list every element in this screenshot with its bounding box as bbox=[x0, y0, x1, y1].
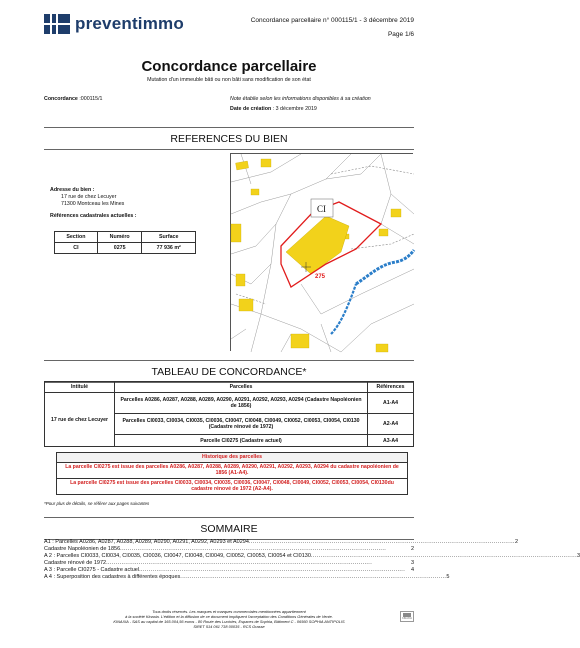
logo-mark-icon bbox=[44, 14, 70, 34]
toc-item-text: A 3 : Parcelle CI0275 - Cadastre actuel bbox=[44, 566, 140, 573]
table-row bbox=[57, 478, 408, 494]
header-section: Section bbox=[55, 232, 98, 243]
toc-item-text: A 4 : Superposition des cadastres à différentes époques bbox=[44, 573, 181, 580]
table-header-row bbox=[55, 232, 196, 243]
toc-leader: .......................................................................................................................................... bbox=[139, 566, 406, 573]
map-drawing bbox=[231, 154, 414, 352]
toc-item-text: Cadastre Napoléonien de 1856 bbox=[44, 545, 121, 552]
toc-item-text: A1 : Parcelles A0286, A0287, A0288, A0289, A0290, A0291, A0292, A0293 et A0294 bbox=[44, 539, 249, 545]
legal-line: KINAXIA - SAS au capital de 165.004,56 euros - 80 Route des Lucioles, Espaces de Sophia, Bâtiment C - 06560 SOPHIA ANTIPOLIS bbox=[113, 619, 345, 625]
toc-leader: .......................................................................................................................................... bbox=[310, 552, 577, 559]
date-label: Date de création bbox=[230, 106, 272, 112]
brand-name: preventimmo bbox=[75, 14, 184, 33]
concordance-section-title: TABLEAU DE CONCORDANCE* bbox=[44, 360, 414, 383]
cell-reference: A1-A4 bbox=[368, 393, 414, 414]
cadastral-map bbox=[230, 153, 413, 351]
toc-item-text: Cadastre rénové de 1972 bbox=[44, 559, 107, 566]
table-of-contents bbox=[44, 539, 580, 580]
toc-leader: .......................................................................................................................................... bbox=[180, 573, 447, 580]
table-row bbox=[57, 463, 408, 479]
header-parcelles: Parcelles bbox=[115, 382, 368, 393]
kinaxia-logo bbox=[400, 611, 414, 622]
toc-item[interactable] bbox=[44, 560, 414, 567]
concordance-label: Concordance bbox=[44, 96, 78, 102]
legal-line: SIRET 514 061 738 00035 - RCS Grasse bbox=[193, 624, 265, 630]
table-header-row bbox=[45, 382, 414, 393]
legal-footer bbox=[0, 609, 458, 629]
parcel-table bbox=[54, 231, 196, 254]
toc-item-page: 2 bbox=[514, 539, 519, 545]
summary-section-title: SOMMAIRE bbox=[44, 517, 414, 540]
cadastral-references-label: Références cadastrales actuelles : bbox=[50, 213, 137, 219]
history-header: Historique des parcelles bbox=[57, 453, 408, 463]
document-reference: Concordance parcellaire n° 000115/1 - 3 décembre 2019 bbox=[250, 17, 414, 24]
toc-leader: .......................................................................................................................................... bbox=[120, 545, 387, 552]
header-intitule: Intitulé bbox=[45, 382, 115, 393]
brand-logo bbox=[44, 14, 184, 34]
history-table bbox=[56, 452, 408, 495]
history-line: La parcelle CI0275 est issue des parcelles CI0033, CI0034, CI0035, CI0036, CI0047, CI0048, CI0049, CI0052, CI0053, CI0054, CI0130du cadastre rénové de 1972 (A2-A4). bbox=[57, 478, 408, 494]
toc-item-page: 3 bbox=[410, 559, 414, 566]
map-parcel-label: 275 bbox=[315, 274, 326, 280]
toc-item[interactable] bbox=[44, 573, 450, 581]
history-line: La parcelle CI0275 est issue des parcelles A0286, A0287, A0288, A0289, A0290, A0291, A0292, A0293, A0294 du cadastre napoléonien de 1856 (A1-A4). bbox=[57, 463, 408, 479]
header-numero: Numéro bbox=[97, 232, 142, 243]
toc-leader: .......................................................................................................................................... bbox=[248, 539, 515, 545]
footnote: *Pour plus de détails, se référer aux pages suivantes bbox=[44, 501, 150, 506]
toc-item[interactable] bbox=[44, 539, 519, 546]
toc-item-page: 4 bbox=[410, 566, 414, 573]
concordance-number bbox=[44, 96, 103, 102]
cell-reference: A2-A4 bbox=[368, 414, 414, 435]
cell-reference: A3-A4 bbox=[368, 435, 414, 447]
property-address bbox=[50, 187, 124, 209]
toc-item[interactable] bbox=[44, 552, 580, 560]
header-surface: Surface bbox=[142, 232, 196, 243]
map-section-label: CI bbox=[317, 204, 326, 214]
toc-item-text: A 2 : Parcelles CI0033, CI0034, CI0035, CI0036, CI0047, CI0048, CI0049, CI0052, CI0053, CI0054 et CI0130 bbox=[44, 552, 311, 559]
cell-intitule: 17 rue de chez Lecuyer bbox=[45, 393, 115, 447]
page-title: Concordance parcellaire bbox=[141, 58, 317, 75]
header-references: Références bbox=[368, 382, 414, 393]
table-row bbox=[45, 393, 414, 414]
concordance-table bbox=[44, 381, 414, 447]
date-value: : 3 décembre 2019 bbox=[271, 106, 317, 112]
cell-parcelles: Parcelles CI0033, CI0034, CI0035, CI0036, CI0047, CI0048, CI0049, CI0052, CI0053, CI0054, CI0130 (Cadastre rénové de 1972) bbox=[115, 414, 368, 435]
toc-item-page: 2 bbox=[410, 545, 414, 552]
address-line-1: 17 rue de chez Lecuyer bbox=[61, 194, 117, 201]
toc-item[interactable] bbox=[44, 567, 414, 574]
page-subtitle: Mutation d'un immeuble bâti ou non bâti sans modification de son état bbox=[147, 77, 311, 83]
concordance-value: :000115/1 bbox=[77, 96, 103, 102]
cell-surface: 77 936 m² bbox=[142, 243, 196, 254]
cell-numero: 0275 bbox=[97, 243, 142, 254]
page-number: Page 1/6 bbox=[387, 31, 414, 38]
availability-note: Note établie selon les informations disponibles à sa création bbox=[230, 96, 371, 102]
cell-section: CI bbox=[55, 243, 98, 254]
toc-item-page: 5 bbox=[446, 573, 450, 580]
kinaxia-logo-text: KINAXIA bbox=[402, 616, 412, 620]
toc-item-page: 3 bbox=[577, 552, 580, 559]
table-row bbox=[55, 243, 196, 254]
toc-leader: .......................................................................................................................................... bbox=[106, 559, 373, 566]
creation-date bbox=[230, 106, 317, 112]
address-label: Adresse du bien : bbox=[50, 187, 95, 193]
legal-line: à la société Kinaxia. L'édition et la diffusion de ce document impliquent l'acceptation des Conditions Générales de Vente. bbox=[125, 614, 333, 620]
cell-parcelles: Parcelles A0286, A0287, A0288, A0289, A0290, A0291, A0292, A0293, A0294 (Cadastre Napoléonien de 1856) bbox=[115, 393, 368, 414]
legal-line: Tous droits réservés. Les marques et marques commerciales mentionnées appartiennent bbox=[152, 609, 306, 614]
address-line-2: 71300 Montceau les Mines bbox=[61, 201, 125, 208]
table-header-row bbox=[57, 453, 408, 463]
references-section-title: REFERENCES DU BIEN bbox=[44, 127, 414, 150]
cell-parcelles: Parcelle CI0275 (Cadastre actuel) bbox=[115, 435, 368, 447]
toc-item[interactable] bbox=[44, 546, 414, 553]
